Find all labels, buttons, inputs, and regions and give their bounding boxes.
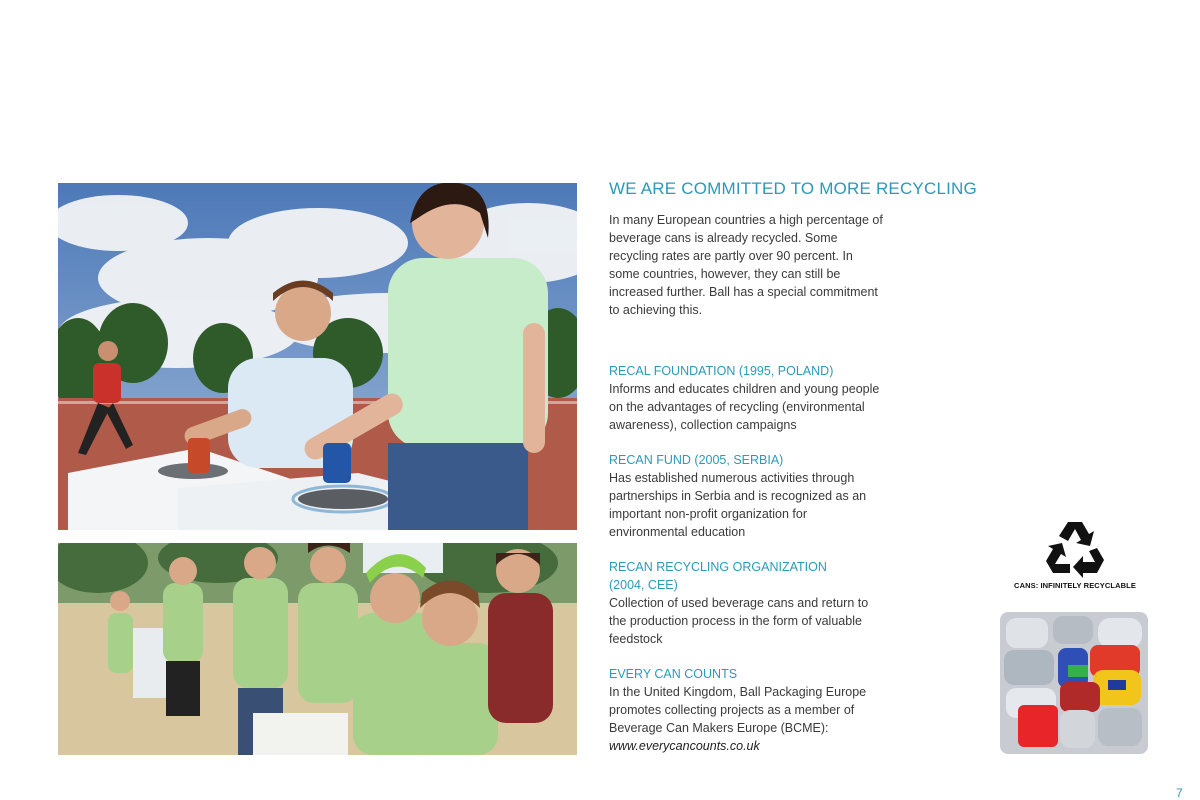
intro-paragraph: In many European countries a high percentage of beverage cans is already recycled. Some recycling rates are partly over 90 percent. In some countries, however, they can still be increased further. Ball has a special commitment to achieving this. (609, 213, 883, 317)
section-body: Informs and educates children and young people on the advantages of recycling (environmental awareness), collection campaigns (609, 382, 880, 432)
section-body: In the United Kingdom, Ball Packaging Europe promotes collecting projects as a member of Beverage Can Makers Europe (BCME): (609, 685, 867, 735)
section-body: Collection of used beverage cans and return to the production process in the form of valuable feedstock (609, 596, 869, 646)
page-number: 7 (1176, 786, 1183, 800)
section-body: Has established numerous activities through partnerships in Serbia and is recognized as an important non-profit organization for environmental education (609, 471, 867, 539)
page-heading: WE ARE COMMITTED TO MORE RECYCLING (609, 179, 977, 198)
section-title: RECAN FUND (2005, SERBIA) (609, 453, 784, 467)
recycling-initiatives-list (609, 362, 884, 772)
crushed-cans-cube-image (998, 610, 1150, 756)
section-title: RECAL FOUNDATION (1995, POLAND) (609, 364, 834, 378)
section-every-can-counts (609, 665, 884, 755)
recycle-icon (1043, 518, 1107, 580)
section-title: EVERY CAN COUNTS (609, 667, 738, 681)
section-recan-recycling-organization (609, 558, 884, 648)
every-can-counts-link[interactable]: www.everycancounts.co.uk (609, 739, 760, 753)
photo-children-collection-campaign (58, 543, 577, 755)
recycle-caption: CANS: INFINITELY RECYCLABLE (1014, 581, 1136, 590)
section-recal-foundation (609, 362, 884, 434)
photo-children-recycling-cans (58, 183, 577, 530)
section-title: RECAN RECYCLING ORGANIZATION (2004, CEE) (609, 560, 827, 592)
section-recan-fund (609, 451, 884, 541)
